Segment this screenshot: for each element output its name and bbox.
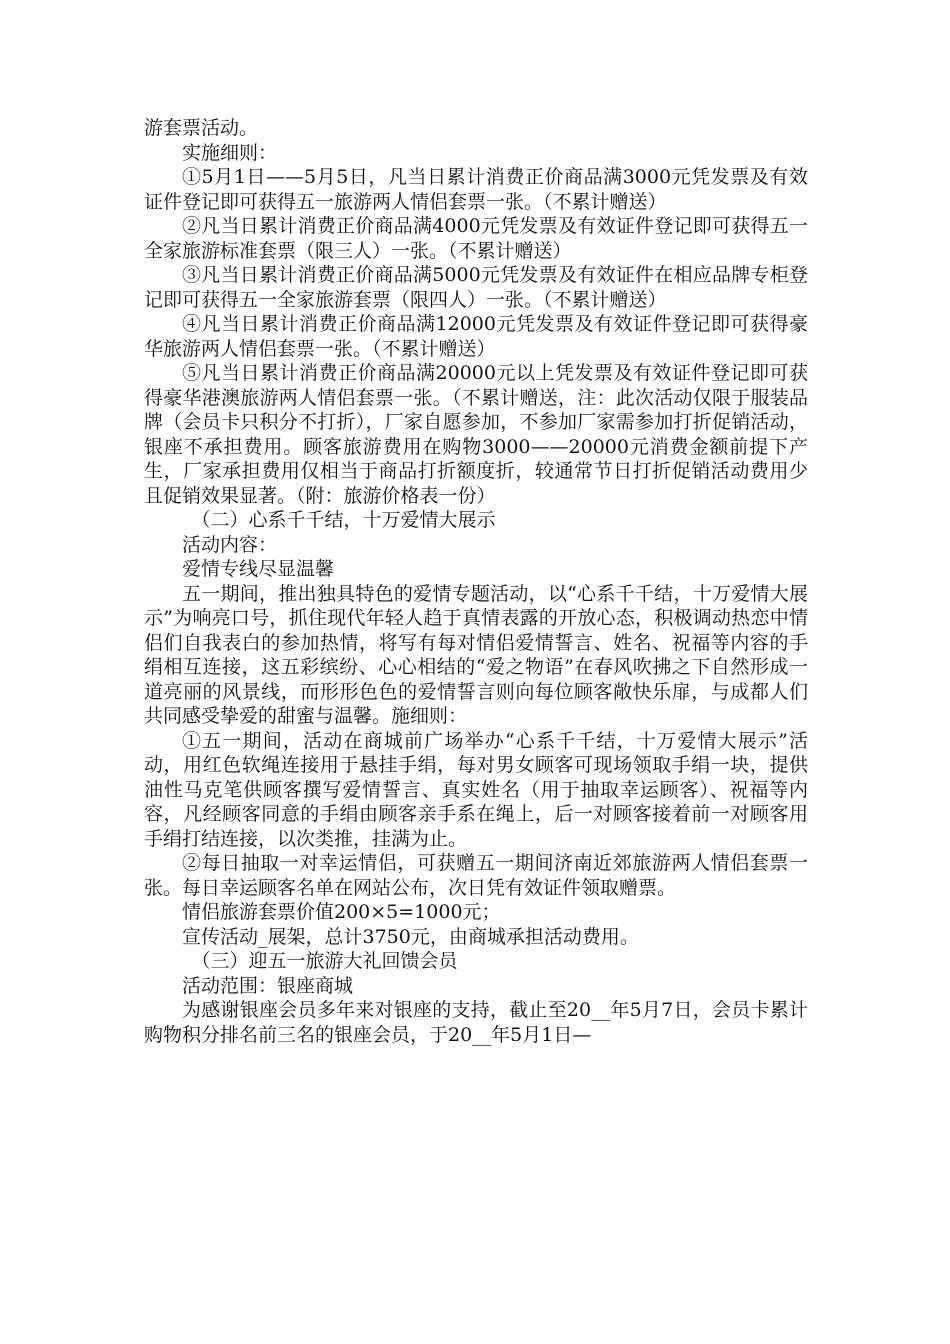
section-heading-2: （二）心系千千结，十万爱情大展示	[191, 509, 496, 531]
paragraph-love-rule-2: ②每日抽取一对幸运情侣，可获赠五一期间济南近郊旅游两人情侣套票一张。每日幸运顾客名单在网站公布，次日凭有效证件领取赠票。	[144, 852, 808, 899]
paragraph-rule-2: ②凡当日累计消费正价商品满4000元凭发票及有效证件登记即可获得五一全家旅游标准套票（限三人）一张。（不累计赠送）	[144, 215, 808, 262]
paragraph-rule-4: ④凡当日累计消费正价商品满12000元凭发票及有效证件登记即可获得豪华旅游两人情侣套票一张。（不累计赠送）	[144, 313, 808, 360]
paragraph-ticket-value: 情侣旅游套票价值200×5=1000元；	[182, 901, 501, 923]
paragraph-love-rule-1: ①五一期间，活动在商城前广场举办“心系千千结，十万爱情大展示”活动，用红色软绳连接用于悬挂手绢，每对男女顾客可现场领取手绢一块，提供油性马克笔供顾客撰写爱情誓言、真实姓名（用于抽取幸运顾客）、祝福等内容，凡经顾客同意的手绢由顾客亲手系在绳上，后一对顾客接着前一对顾客用手绢打结连接，以次类推，挂满为止。	[144, 729, 808, 850]
paragraph-promo-cost: 宣传活动_展架，总计3750元，由商城承担活动费用。	[182, 925, 639, 948]
paragraph-member-thanks: 为感谢银座会员多年来对银座的支持，截止至20__年5月7日，会员卡累计购物积分排名前三名的银座会员，于20__年5月1日—	[144, 999, 808, 1046]
paragraph-love-line: 爱情专线尽显温馨	[182, 558, 335, 580]
section-heading-3: （三）迎五一旅游大礼回馈会员	[191, 950, 458, 972]
paragraph-rule-5: ⑤凡当日累计消费正价商品满20000元以上凭发票及有效证件登记即可获得豪华港澳旅游两人情侣套票一张。（不累计赠送，注：此次活动仅限于服装品牌（会员卡只积分不打折），厂家自愿参加，不参加厂家需参加打折促销活动，银座不承担费用。顾客旅游费用在购物3000——20000元消费金额前提下产生，厂家承担费用仅相当于商品打折额度折，较通常节日打折促销活动费用少且促销效果显著。（附：旅游价格表一份）	[144, 362, 808, 507]
paragraph-continuation: 游套票活动。	[144, 117, 259, 139]
paragraph-rules-title: 实施细则：	[182, 141, 278, 164]
paragraph-activity-scope: 活动范围：银座商城	[182, 974, 354, 997]
paragraph-rule-3: ③凡当日累计消费正价商品满5000元凭发票及有效证件在相应品牌专柜登记即可获得五一全家旅游套票（限四人）一张。（不累计赠送）	[144, 264, 808, 311]
document-body	[144, 116, 808, 1047]
paragraph-activity-content: 活动内容：	[182, 533, 278, 556]
paragraph-rule-1: ①5月1日——5月5日，凡当日累计消费正价商品满3000元凭发票及有效证件登记即可获得五一旅游两人情侣套票一张。（不累计赠送）	[144, 166, 808, 213]
paragraph-love-description: 五一期间，推出独具特色的爱情专题活动，以“心系千千结，十万爱情大展示”为响亮口号，抓住现代年轻人趋于真情表露的开放心态，积极调动热恋中情侣们自我表白的参加热情，将写有每对情侣爱情誓言、姓名、祝福等内容的手绢相互连接，这五彩缤纷、心心相结的“爱之物语”在春风吹拂之下自然形成一道亮丽的风景线，而形形色色的爱情誓言则向每位顾客敞快乐扉，与成都人们共同感受挚爱的甜蜜与温馨。施细则：	[144, 582, 808, 727]
